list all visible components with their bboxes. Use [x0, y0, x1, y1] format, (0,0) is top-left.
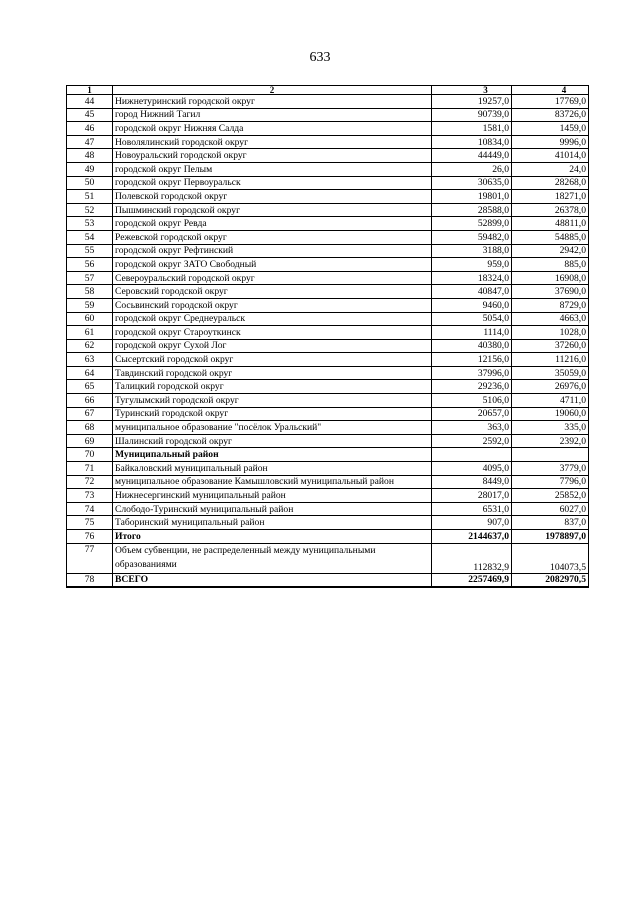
table-row: [67, 95, 589, 109]
table-row: [67, 489, 589, 503]
row-number: 51: [67, 190, 113, 204]
row-number: 59: [67, 298, 113, 312]
value-column-3: 44449,0: [432, 149, 512, 163]
row-number: 53: [67, 217, 113, 231]
row-number: 45: [67, 108, 113, 122]
row-number: 44: [67, 95, 113, 109]
value-column-4: 41014,0: [512, 149, 589, 163]
table-row: [67, 339, 589, 353]
value-column-3: 19801,0: [432, 190, 512, 204]
row-number: 58: [67, 285, 113, 299]
row-number: 64: [67, 366, 113, 380]
value-column-3: 12156,0: [432, 353, 512, 367]
table-row: [67, 380, 589, 394]
value-column-3: 28588,0: [432, 203, 512, 217]
value-column-4: 2942,0: [512, 244, 589, 258]
municipality-name: городской округ ЗАТО Свободный: [113, 258, 432, 272]
value-column-3: [432, 448, 512, 462]
table-row: [67, 407, 589, 421]
row-number: 54: [67, 230, 113, 244]
value-column-4: 3779,0: [512, 462, 589, 476]
municipality-name: Таборинский муниципальный район: [113, 516, 432, 530]
table-row: [67, 448, 589, 462]
table-row: [67, 366, 589, 380]
table-row: [67, 203, 589, 217]
table-row: [67, 230, 589, 244]
municipality-name: Нижнесергинский муниципальный район: [113, 489, 432, 503]
table-row: [67, 502, 589, 516]
table-header-row: [67, 86, 589, 95]
table-row: [67, 530, 589, 544]
value-column-3: 112832,9: [432, 543, 512, 573]
value-column-3: 52899,0: [432, 217, 512, 231]
value-column-4: 1028,0: [512, 326, 589, 340]
row-number: 55: [67, 244, 113, 258]
row-number: 76: [67, 530, 113, 544]
municipality-name: город Нижний Тагил: [113, 108, 432, 122]
municipality-name: городской округ Среднеуральск: [113, 312, 432, 326]
municipality-name: Тавдинский городской округ: [113, 366, 432, 380]
municipality-name: Тугулымский городской округ: [113, 394, 432, 408]
table-row: [67, 217, 589, 231]
value-column-4: 18271,0: [512, 190, 589, 204]
municipality-name: Муниципальный район: [113, 448, 432, 462]
municipality-name: городской округ Ревда: [113, 217, 432, 231]
table-row: [67, 298, 589, 312]
value-column-3: 1114,0: [432, 326, 512, 340]
value-column-3: 5054,0: [432, 312, 512, 326]
table-row: [67, 353, 589, 367]
value-column-3: 4095,0: [432, 462, 512, 476]
table-row: [67, 258, 589, 272]
table-row: [67, 162, 589, 176]
municipality-name: Сысертский городской округ: [113, 353, 432, 367]
table-row: [67, 475, 589, 489]
value-column-4: 19060,0: [512, 407, 589, 421]
row-number: 49: [67, 162, 113, 176]
column-header-1: 1: [67, 86, 113, 95]
municipality-name: Слободо-Туринский муниципальный район: [113, 502, 432, 516]
value-column-4: 1459,0: [512, 122, 589, 136]
value-column-4: 335,0: [512, 421, 589, 435]
row-number: 71: [67, 462, 113, 476]
row-number: 61: [67, 326, 113, 340]
row-number: 69: [67, 434, 113, 448]
municipality-name: Североуральский городской округ: [113, 271, 432, 285]
row-number: 50: [67, 176, 113, 190]
value-column-3: 20657,0: [432, 407, 512, 421]
municipality-name: Новолялинский городской округ: [113, 135, 432, 149]
row-number: 75: [67, 516, 113, 530]
value-column-3: 2592,0: [432, 434, 512, 448]
municipality-name: Туринский городской округ: [113, 407, 432, 421]
value-column-4: 24,0: [512, 162, 589, 176]
table-row: [67, 135, 589, 149]
value-column-4: 26378,0: [512, 203, 589, 217]
row-number: 52: [67, 203, 113, 217]
value-column-4: 4711,0: [512, 394, 589, 408]
table-row: [67, 421, 589, 435]
municipality-name: Пышминский городской округ: [113, 203, 432, 217]
row-number: 48: [67, 149, 113, 163]
municipality-name: Итого: [113, 530, 432, 544]
table-row: [67, 149, 589, 163]
municipality-name: Объем субвенции, не распределенный между муниципальными образованиями: [113, 543, 432, 573]
table-row: [67, 312, 589, 326]
municipality-name: городской округ Нижняя Салда: [113, 122, 432, 136]
value-column-4: 28268,0: [512, 176, 589, 190]
row-number: 74: [67, 502, 113, 516]
table-row: [67, 543, 589, 573]
value-column-3: 40847,0: [432, 285, 512, 299]
value-column-4: 17769,0: [512, 95, 589, 109]
municipality-name: городской округ Сухой Лог: [113, 339, 432, 353]
value-column-3: 959,0: [432, 258, 512, 272]
row-number: 70: [67, 448, 113, 462]
municipality-name: Сосьвинский городской округ: [113, 298, 432, 312]
municipality-name: ВСЕГО: [113, 573, 432, 587]
value-column-4: 37260,0: [512, 339, 589, 353]
value-column-3: 90739,0: [432, 108, 512, 122]
column-header-3: 3: [432, 86, 512, 95]
value-column-4: 6027,0: [512, 502, 589, 516]
row-number: 72: [67, 475, 113, 489]
row-number: 46: [67, 122, 113, 136]
value-column-3: 18324,0: [432, 271, 512, 285]
table-body: [67, 95, 589, 587]
table-row: [67, 326, 589, 340]
value-column-3: 10834,0: [432, 135, 512, 149]
row-number: 78: [67, 573, 113, 587]
value-column-3: 6531,0: [432, 502, 512, 516]
value-column-3: 19257,0: [432, 95, 512, 109]
row-number: 60: [67, 312, 113, 326]
value-column-3: 363,0: [432, 421, 512, 435]
subvention-table: [66, 85, 589, 588]
value-column-4: 837,0: [512, 516, 589, 530]
row-number: 63: [67, 353, 113, 367]
table-row: [67, 271, 589, 285]
value-column-3: 8449,0: [432, 475, 512, 489]
value-column-4: 35059,0: [512, 366, 589, 380]
value-column-4: 2082970,5: [512, 573, 589, 587]
table-row: [67, 108, 589, 122]
value-column-3: 40380,0: [432, 339, 512, 353]
value-column-3: 37996,0: [432, 366, 512, 380]
municipality-name: муниципальное образование Камышловский муниципальный район: [113, 475, 432, 489]
value-column-3: 30635,0: [432, 176, 512, 190]
municipality-name: муниципальное образование "посёлок Уральский": [113, 421, 432, 435]
value-column-4: 2392,0: [512, 434, 589, 448]
value-column-4: 48811,0: [512, 217, 589, 231]
value-column-3: 1581,0: [432, 122, 512, 136]
table-row: [67, 516, 589, 530]
municipality-name: городской округ Рефтинский: [113, 244, 432, 258]
row-number: 68: [67, 421, 113, 435]
table-row: [67, 176, 589, 190]
municipality-name: Талицкий городской округ: [113, 380, 432, 394]
value-column-3: 3188,0: [432, 244, 512, 258]
value-column-4: 885,0: [512, 258, 589, 272]
table-row: [67, 434, 589, 448]
table-row: [67, 285, 589, 299]
row-number: 57: [67, 271, 113, 285]
column-header-2: 2: [113, 86, 432, 95]
value-column-3: 26,0: [432, 162, 512, 176]
value-column-3: 9460,0: [432, 298, 512, 312]
row-number: 65: [67, 380, 113, 394]
value-column-4: 16908,0: [512, 271, 589, 285]
column-header-4: 4: [512, 86, 589, 95]
municipality-name: Серовский городской округ: [113, 285, 432, 299]
municipality-name: городской округ Первоуральск: [113, 176, 432, 190]
value-column-3: 59482,0: [432, 230, 512, 244]
value-column-3: 907,0: [432, 516, 512, 530]
municipality-name: Нижнетуринский городской округ: [113, 95, 432, 109]
value-column-4: 26976,0: [512, 380, 589, 394]
page-number: 633: [309, 50, 331, 65]
table-row: [67, 462, 589, 476]
value-column-3: 2257469,9: [432, 573, 512, 587]
value-column-4: 37690,0: [512, 285, 589, 299]
row-number: 62: [67, 339, 113, 353]
value-column-4: 11216,0: [512, 353, 589, 367]
value-column-4: 8729,0: [512, 298, 589, 312]
value-column-4: 9996,0: [512, 135, 589, 149]
row-number: 47: [67, 135, 113, 149]
municipality-name: Шалинский городской округ: [113, 434, 432, 448]
row-number: 56: [67, 258, 113, 272]
table-row: [67, 394, 589, 408]
value-column-4: [512, 448, 589, 462]
row-number: 73: [67, 489, 113, 503]
municipality-name: городской округ Пелым: [113, 162, 432, 176]
municipality-name: Режевской городской округ: [113, 230, 432, 244]
municipality-name: Байкаловский муниципальный район: [113, 462, 432, 476]
value-column-3: 29236,0: [432, 380, 512, 394]
municipality-name: городской округ Староуткинск: [113, 326, 432, 340]
value-column-4: 7796,0: [512, 475, 589, 489]
value-column-3: 5106,0: [432, 394, 512, 408]
municipality-name: Полевской городской округ: [113, 190, 432, 204]
value-column-3: 28017,0: [432, 489, 512, 503]
value-column-4: 54885,0: [512, 230, 589, 244]
value-column-4: 1978897,0: [512, 530, 589, 544]
value-column-3: 2144637,0: [432, 530, 512, 544]
value-column-4: 4663,0: [512, 312, 589, 326]
row-number: 66: [67, 394, 113, 408]
table-row: [67, 244, 589, 258]
table-row: [67, 122, 589, 136]
table-row: [67, 190, 589, 204]
row-number: 67: [67, 407, 113, 421]
value-column-4: 104073,5: [512, 543, 589, 573]
row-number: 77: [67, 543, 113, 573]
table-row: [67, 573, 589, 587]
municipality-name: Новоуральский городской округ: [113, 149, 432, 163]
value-column-4: 83726,0: [512, 108, 589, 122]
value-column-4: 25852,0: [512, 489, 589, 503]
